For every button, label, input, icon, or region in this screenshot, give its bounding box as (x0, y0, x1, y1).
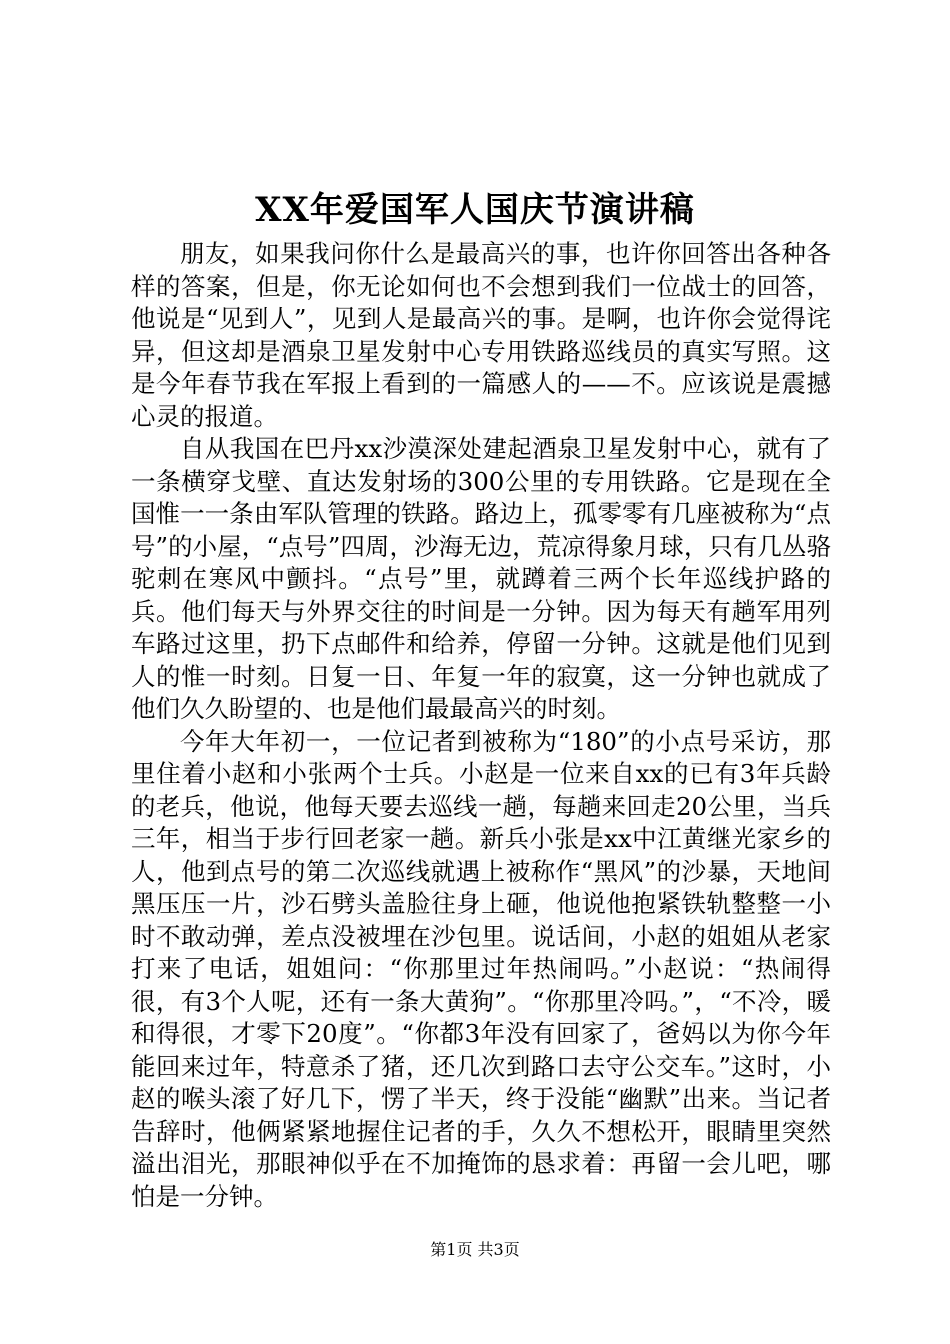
paragraph-1: 朋友，如果我问你什么是最高兴的事，也许你回答出各种各样的答案，但是，你无论如何也不会想到我们一位战士的回答，他说是“见到人”，见到人是最高兴的事。是啊，也许你会觉得诧异，但这却是酒泉卫星发射中心专用铁路巡线员的真实写照。这是今年春节我在军报上看到的一篇感人的——不。应该说是震撼心灵的报道。 (131, 239, 831, 431)
page-footer: 第1页 共3页 (430, 1240, 520, 1259)
document-body (131, 238, 831, 1213)
document-title: XX年爱国军人国庆节演讲稿 (255, 190, 695, 230)
paragraph-2: 自从我国在巴丹xx沙漠深处建起酒泉卫星发射中心，就有了一条横穿戈壁、直达发射场的300公里的专用铁路。它是现在全国惟一一条由军队管理的铁路。路边上，孤零零有几座被称为“点号”的小屋，“点号”四周，沙海无边，荒凉得象月球，只有几丛骆驼刺在寒风中颤抖。“点号”里，就蹲着三两个长年巡线护路的兵。他们每天与外界交往的时间是一分钟。因为每天有趟军用列车路过这里，扔下点邮件和给养，停留一分钟。这就是他们见到人的惟一时刻。日复一日、年复一年的寂寞，这一分钟也就成了他们久久盼望的、也是他们最最高兴的时刻。 (131, 434, 831, 723)
paragraph-3: 今年大年初一，一位记者到被称为“180”的小点号采访，那里住着小赵和小张两个士兵。小赵是一位来自xx的已有3年兵龄的老兵，他说，他每天要去巡线一趟，每趟来回走20公里，当兵三年，相当于步行回老家一趟。新兵小张是xx中江黄继光家乡的人，他到点号的第二次巡线就遇上被称作“黑风”的沙暴，天地间黑压压一片，沙石劈头盖脸往身上砸，他说他抱紧铁轨整整一小时不敢动弹，差点没被埋在沙包里。说话间，小赵的姐姐从老家打来了电话，姐姐问：“你那里过年热闹吗。”小赵说：“热闹得很，有3个人呢，还有一条大黄狗”。“你那里冷吗。”，“不冷，暖和得很，才零下20度”。“你都3年没有回家了，爸妈以为你今年能回来过年，特意杀了猪，还几次到路口去守公交车。”这时，小赵的喉头滚了好几下，愣了半天，终于没能“幽默”出来。当记者告辞时，他俩紧紧地握住记者的手，久久不想松开，眼睛里突然溢出泪光，那眼神似乎在不加掩饰的恳求着：再留一会儿吧，哪怕是一分钟。 (131, 726, 831, 1211)
